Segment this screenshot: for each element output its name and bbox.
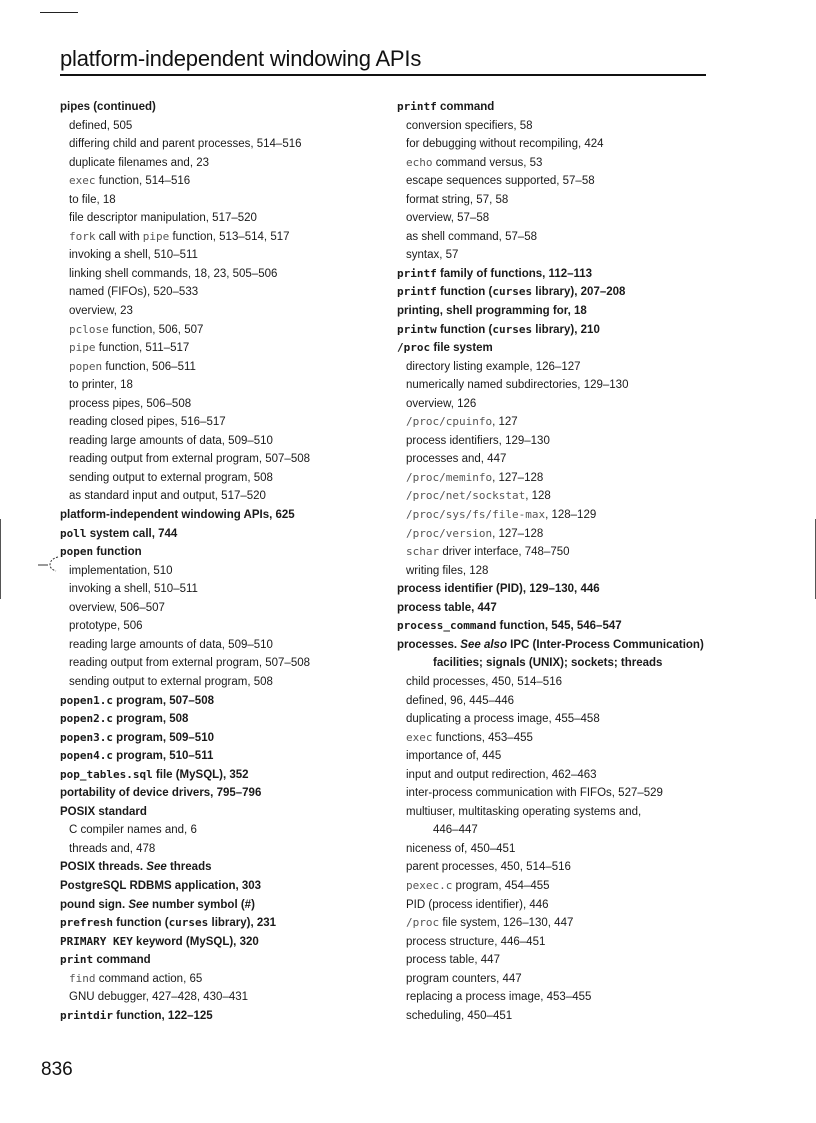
index-main-entry [60, 877, 380, 896]
index-text: prototype, 506 [69, 620, 143, 633]
index-text: functions, 453–455 [432, 731, 533, 744]
index-text: parent processes, 450, 514–516 [406, 861, 571, 874]
index-text: program counters, 447 [406, 972, 522, 985]
index-text: file descriptor manipulation, 517–520 [69, 212, 257, 225]
index-code-term: popen2.c [60, 712, 113, 726]
index-text: inter-process communication with FIFOs, 527–529 [406, 787, 663, 800]
index-subentry [60, 302, 380, 321]
index-text: function ( [112, 917, 169, 930]
index-main-entry [397, 265, 717, 284]
index-text: overview, 57–58 [406, 212, 490, 225]
index-text: function, 511–517 [95, 342, 190, 355]
index-subentry [60, 135, 380, 154]
index-code-term: pop_tables.sql [60, 767, 153, 781]
index-subentry [60, 228, 380, 247]
index-text: linking shell commands, 18, 23, 505–506 [69, 267, 278, 280]
index-text: escape sequences supported, 57–58 [406, 175, 595, 188]
index-main-entry [60, 858, 380, 877]
index-subentry [397, 525, 717, 544]
index-text: function [93, 546, 142, 559]
index-text: defined, 96, 445–446 [406, 694, 515, 707]
index-text: library), 207–208 [532, 286, 626, 299]
index-text: platform-independent windowing APIs, 625 [60, 509, 295, 522]
index-subentry [397, 988, 717, 1007]
index-main-entry [397, 98, 717, 117]
index-subentry [397, 506, 717, 525]
index-text: POSIX threads. [60, 861, 147, 874]
index-text: , 127–128 [492, 527, 544, 540]
index-subentry [60, 413, 380, 432]
index-main-entry [60, 784, 380, 803]
index-text: program, 507–508 [112, 694, 214, 707]
index-text: function, 545, 546–547 [496, 620, 622, 633]
index-text: named (FIFOs), 520–533 [69, 286, 199, 299]
index-subentry [397, 117, 717, 136]
index-text: POSIX standard [60, 805, 147, 818]
index-subentry [397, 821, 717, 840]
index-text: overview, 126 [406, 397, 477, 410]
index-subentry [397, 654, 717, 673]
index-text: format string, 57, 58 [406, 193, 509, 206]
index-code-term: PRIMARY KEY [60, 934, 133, 948]
index-text: program, 510–511 [112, 750, 214, 763]
index-subentry [60, 172, 380, 191]
margin-mark-icon [38, 556, 62, 574]
index-main-entry [397, 636, 717, 655]
index-subentry [60, 154, 380, 173]
index-subentry [60, 395, 380, 414]
index-text: child processes, 450, 514–516 [406, 675, 562, 688]
index-main-entry [60, 506, 380, 525]
index-subentry [60, 283, 380, 302]
index-text: scheduling, 450–451 [406, 1009, 513, 1022]
index-code-term: pclose [69, 322, 109, 336]
index-main-entry [60, 914, 380, 933]
index-code-term: print [60, 953, 94, 967]
index-subentry [397, 766, 717, 785]
index-code-term: printf [397, 285, 437, 299]
index-subentry [60, 376, 380, 395]
page-number: 836 [41, 1059, 73, 1080]
index-code-term: echo [406, 155, 433, 169]
index-code-term: popen [69, 359, 103, 373]
index-text: duplicate filenames and, 23 [69, 156, 210, 169]
top-rule [40, 12, 78, 13]
index-subentry [397, 209, 717, 228]
index-code-term: find [69, 971, 96, 985]
index-text: PostgreSQL RDBMS application, 303 [60, 879, 262, 892]
index-text: for debugging without recompiling, 424 [406, 138, 604, 151]
index-text: reading large amounts of data, 509–510 [69, 434, 273, 447]
index-text: duplicating a process image, 455–458 [406, 713, 600, 726]
index-text: C compiler names and, 6 [69, 824, 197, 837]
index-text: process identifiers, 129–130 [406, 434, 550, 447]
index-subentry [60, 450, 380, 469]
index-subentry [397, 840, 717, 859]
index-code-term: pexec.c [406, 878, 453, 892]
index-text: library), 231 [208, 917, 277, 930]
index-main-entry [60, 525, 380, 544]
index-text: function ( [436, 286, 493, 299]
index-main-entry [60, 766, 380, 785]
index-subentry [60, 117, 380, 136]
index-subentry [397, 543, 717, 562]
index-code-term: /proc/version [406, 526, 493, 540]
index-text: function, 513–514, 517 [169, 230, 290, 243]
index-subentry [397, 562, 717, 581]
index-code-term: /proc [397, 341, 431, 355]
index-subentry [397, 692, 717, 711]
index-text: defined, 505 [69, 119, 133, 132]
index-main-entry [397, 580, 717, 599]
index-subentry [397, 858, 717, 877]
index-text: sending output to external program, 508 [69, 675, 273, 688]
index-text: reading output from external program, 507–508 [69, 453, 311, 466]
index-text: reading closed pipes, 516–517 [69, 416, 226, 429]
index-code-term: popen [60, 545, 94, 559]
index-text: driver interface, 748–750 [439, 546, 570, 559]
index-text: conversion specifiers, 58 [406, 119, 533, 132]
index-code-term: pipe [142, 229, 170, 243]
index-subentry [397, 803, 717, 822]
index-subentry [60, 358, 380, 377]
index-text: system call, 744 [86, 527, 178, 540]
index-text: , 127–128 [492, 471, 544, 484]
index-text: function, 514–516 [95, 175, 191, 188]
index-main-entry [60, 1007, 380, 1026]
index-subentry [397, 432, 717, 451]
index-text: reading large amounts of data, 509–510 [69, 638, 273, 651]
index-subentry [397, 469, 717, 488]
index-text: facilities; signals (UNIX); sockets; threads [433, 657, 663, 670]
index-subentry [397, 951, 717, 970]
index-subentry [60, 840, 380, 859]
index-subentry [60, 988, 380, 1007]
index-text: as shell command, 57–58 [406, 230, 538, 243]
index-code-term: exec [406, 730, 433, 744]
index-text: to file, 18 [69, 193, 116, 206]
index-subentry [60, 246, 380, 265]
index-subentry [397, 729, 717, 748]
index-text: call with [95, 230, 143, 243]
index-code-term: printdir [60, 1008, 113, 1022]
index-see-reference: See [146, 861, 167, 874]
index-text: writing files, 128 [406, 564, 489, 577]
index-text: family of functions, 112–113 [436, 267, 593, 280]
index-text: overview, 23 [69, 305, 133, 318]
index-code-term: schar [406, 545, 440, 559]
index-text: program, 454–455 [452, 879, 550, 892]
index-text: process pipes, 506–508 [69, 397, 192, 410]
index-subentry [60, 636, 380, 655]
index-text: processes. [397, 638, 461, 651]
index-subentry [397, 135, 717, 154]
index-code-term: popen1.c [60, 693, 113, 707]
index-text: number symbol (#) [148, 898, 255, 911]
index-main-entry [60, 98, 380, 117]
index-text: command action, 65 [95, 972, 203, 985]
index-text: file system [430, 342, 493, 355]
index-subentry [60, 321, 380, 340]
index-text: sending output to external program, 508 [69, 471, 273, 484]
index-subentry [397, 1007, 717, 1026]
index-subentry [60, 673, 380, 692]
index-subentry [60, 487, 380, 506]
index-text: pipes (continued) [60, 101, 156, 113]
index-text: process identifier (PID), 129–130, 446 [397, 583, 600, 596]
index-text: to printer, 18 [69, 379, 133, 392]
index-text: process structure, 446–451 [406, 935, 546, 948]
running-head: platform-independent windowing APIs [60, 46, 422, 71]
index-subentry [60, 599, 380, 618]
index-text: command [436, 101, 495, 113]
index-code-term: popen3.c [60, 730, 113, 744]
index-text: differing child and parent processes, 514–516 [69, 138, 302, 151]
index-subentry [60, 562, 380, 581]
index-subentry [397, 914, 717, 933]
index-code-term: curses [168, 916, 209, 930]
index-text: portability of device drivers, 795–796 [60, 787, 262, 800]
index-text: invoking a shell, 510–511 [69, 249, 198, 262]
index-main-entry [397, 339, 717, 358]
index-text: function ( [436, 323, 493, 336]
index-see-reference: See [128, 898, 149, 911]
index-code-term: /proc/net/sockstat [406, 489, 526, 503]
index-subentry [397, 376, 717, 395]
index-main-entry [397, 283, 717, 302]
index-subentry [60, 191, 380, 210]
index-code-term: popen4.c [60, 749, 113, 763]
index-text: processes and, 447 [406, 453, 507, 466]
index-text: threads and, 478 [69, 842, 156, 855]
index-main-entry [397, 321, 717, 340]
index-main-entry [60, 803, 380, 822]
index-text: process table, 447 [406, 954, 500, 967]
index-text: printing, shell programming for, 18 [397, 305, 587, 318]
index-text: invoking a shell, 510–511 [69, 583, 198, 596]
index-code-term: printw [397, 322, 437, 336]
index-code-term: printf [397, 266, 437, 280]
index-text: syntax, 57 [406, 249, 459, 262]
index-main-entry [397, 302, 717, 321]
index-text: 446–447 [433, 824, 478, 837]
index-text: file system, 126–130, 447 [439, 917, 574, 930]
index-subentry [397, 246, 717, 265]
index-subentry [397, 154, 717, 173]
index-column-right [397, 98, 717, 1025]
index-subentry [60, 654, 380, 673]
index-main-entry [60, 896, 380, 915]
index-subentry [60, 469, 380, 488]
index-main-entry [60, 692, 380, 711]
index-subentry [60, 580, 380, 599]
index-text: , 128–129 [545, 509, 597, 522]
index-text: IPC (Inter-Process Communication) [506, 638, 704, 651]
index-main-entry [60, 951, 380, 970]
index-text: directory listing example, 126–127 [406, 360, 581, 373]
index-subentry [397, 710, 717, 729]
index-text: importance of, 445 [406, 750, 502, 763]
index-text: , 127 [492, 416, 518, 429]
index-subentry [397, 877, 717, 896]
index-text: niceness of, 450–451 [406, 842, 516, 855]
index-column-left [60, 98, 380, 1025]
index-code-term: fork [69, 229, 96, 243]
index-text: threads [166, 861, 212, 874]
index-text: reading output from external program, 507–508 [69, 657, 311, 670]
index-text: replacing a process image, 453–455 [406, 991, 592, 1004]
index-see-reference: See also [460, 638, 507, 651]
index-subentry [397, 191, 717, 210]
index-code-term: printf [397, 100, 437, 113]
index-subentry [60, 617, 380, 636]
index-main-entry [60, 710, 380, 729]
index-text: input and output redirection, 462–463 [406, 768, 597, 781]
index-text: numerically named subdirectories, 129–130 [406, 379, 629, 392]
index-text: function, 506–511 [102, 360, 196, 373]
index-main-entry [397, 599, 717, 618]
index-subentry [397, 673, 717, 692]
index-code-term: exec [69, 174, 96, 188]
index-text: keyword (MySQL), 320 [132, 935, 259, 948]
index-text: overview, 506–507 [69, 601, 165, 614]
index-text: as standard input and output, 517–520 [69, 490, 266, 503]
index-code-term: pipe [69, 341, 96, 355]
index-main-entry [60, 747, 380, 766]
index-text: process table, 447 [397, 601, 497, 614]
index-subentry [397, 487, 717, 506]
index-subentry [60, 339, 380, 358]
running-head-rule [60, 74, 706, 76]
index-subentry [397, 933, 717, 952]
index-code-term: prefresh [60, 916, 113, 930]
index-text: function, 506, 507 [108, 323, 204, 336]
index-subentry [397, 228, 717, 247]
index-subentry [397, 747, 717, 766]
index-main-entry [60, 933, 380, 952]
index-text: implementation, 510 [69, 564, 173, 577]
index-text: pound sign. [60, 898, 129, 911]
crop-mark-left [0, 519, 1, 599]
index-text: , 128 [525, 490, 551, 503]
index-subentry [60, 209, 380, 228]
index-code-term: curses [492, 285, 533, 299]
index-text: program, 509–510 [112, 731, 214, 744]
index-subentry [397, 358, 717, 377]
index-text: command versus, 53 [432, 156, 543, 169]
index-text: function, 122–125 [112, 1009, 213, 1022]
index-subentry [397, 784, 717, 803]
index-subentry [60, 970, 380, 989]
index-text: file (MySQL), 352 [152, 768, 249, 781]
index-text: library), 210 [532, 323, 600, 336]
index-text: command [93, 954, 151, 967]
index-text: PID (process identifier), 446 [406, 898, 549, 911]
index-code-term: /proc/cpuinfo [406, 415, 493, 429]
index-code-term: poll [60, 526, 87, 540]
index-code-term: /proc/sys/fs/file-max [406, 508, 546, 522]
index-subentry [60, 432, 380, 451]
index-subentry [397, 970, 717, 989]
index-main-entry [60, 729, 380, 748]
index-subentry [397, 413, 717, 432]
index-text: GNU debugger, 427–428, 430–431 [69, 991, 249, 1004]
index-subentry [397, 172, 717, 191]
index-subentry [60, 821, 380, 840]
index-main-entry [397, 617, 717, 636]
index-code-term: /proc/meminfo [406, 470, 493, 484]
index-subentry [397, 450, 717, 469]
index-subentry [397, 395, 717, 414]
index-text: multiuser, multitasking operating systems and, [406, 805, 642, 818]
index-main-entry [60, 543, 380, 562]
index-subentry [397, 896, 717, 915]
index-code-term: process_command [397, 619, 497, 633]
index-code-term: curses [492, 322, 533, 336]
index-subentry [60, 265, 380, 284]
index-text: program, 508 [112, 713, 189, 726]
index-code-term: /proc [406, 916, 440, 930]
